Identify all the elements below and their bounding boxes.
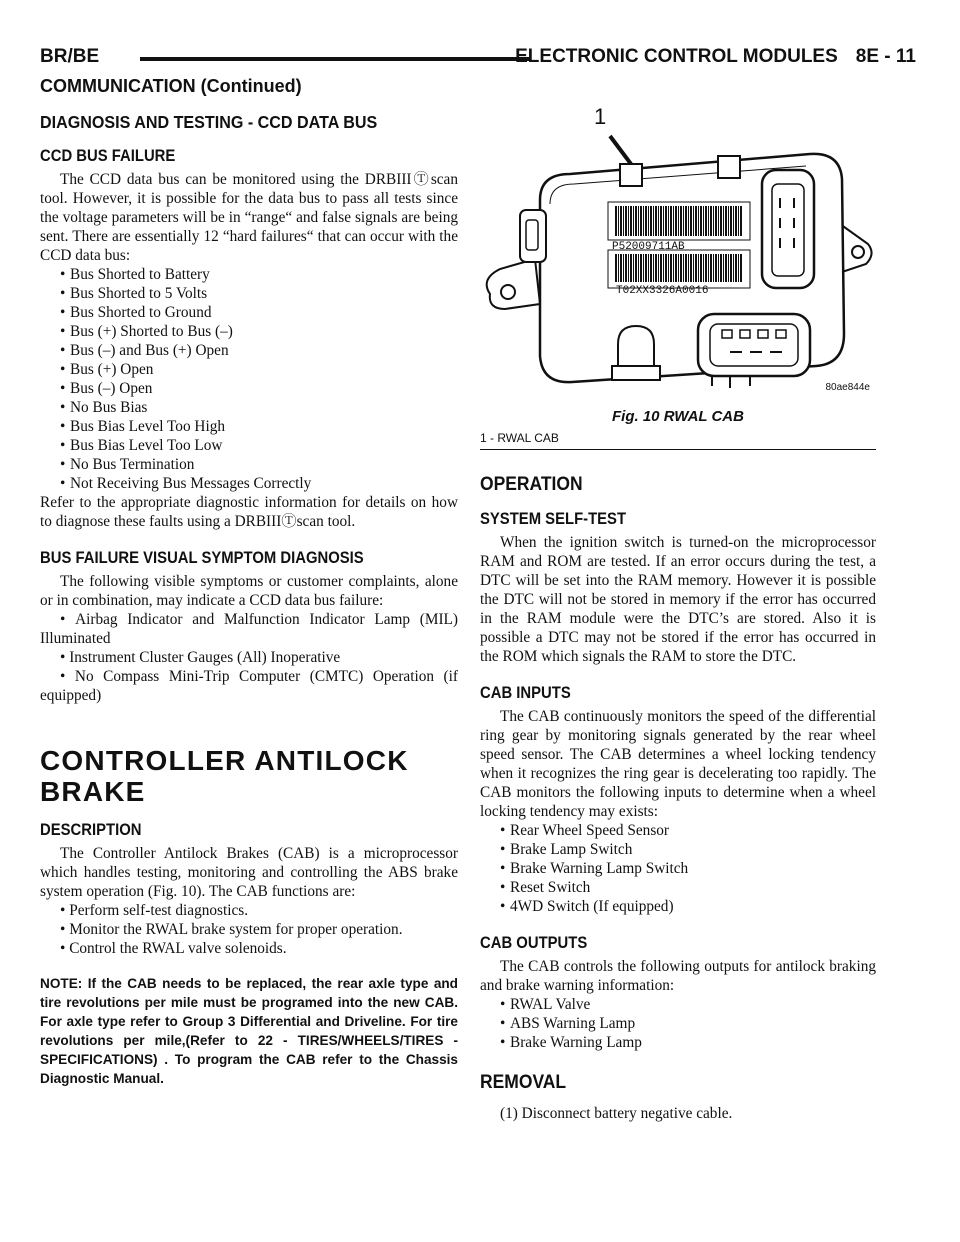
figure-code: 80ae844e xyxy=(825,382,870,393)
list-item: • Control the RWAL valve solenoids. xyxy=(60,940,287,957)
visual-symptom-heading: BUS FAILURE VISUAL SYMPTOM DIAGNOSIS xyxy=(40,549,364,567)
list-item: • Bus (+) Shorted to Bus (–) xyxy=(60,323,233,340)
rwal-cab-figure xyxy=(480,104,876,404)
cab-outputs-paragraph: The CAB controls the following outputs for antilock braking and brake warning information: xyxy=(480,958,876,994)
rwal-cab-illustration xyxy=(480,104,876,404)
failure-list xyxy=(40,265,458,493)
input-list xyxy=(480,821,876,916)
output-list xyxy=(480,995,876,1052)
list-item: • Airbag Indicator and Malfunction Indicator Lamp (MIL) Illuminated xyxy=(40,611,458,647)
list-item: • No Bus Termination xyxy=(60,456,195,473)
self-test-heading: SYSTEM SELF-TEST xyxy=(480,510,627,528)
header-model: BR/BE xyxy=(40,46,100,67)
barcode-label-1: P52009711AB xyxy=(612,241,685,253)
continued-heading: COMMUNICATION (Continued) xyxy=(40,76,302,96)
list-item: • Monitor the RWAL brake system for proper operation. xyxy=(60,921,403,938)
header-rule xyxy=(140,57,530,61)
self-test-paragraph: When the ignition switch is turned-on the microprocessor RAM and ROM are tested. If an error occurs during the test, a DTC will be set into the RAM memory. However it is possible the DTC will not be stored in memory if the error has occurred in the RAM module were the DTC’s are stored. Also it is possible a DTC may not be stored if the error has occurred in the ROM which signals the RAM to store the DTC. xyxy=(480,534,876,665)
list-item: • Reset Switch xyxy=(500,879,591,896)
list-item: • Rear Wheel Speed Sensor xyxy=(500,822,670,839)
list-item: • Bus (–) and Bus (+) Open xyxy=(60,342,229,359)
header-section xyxy=(515,46,916,68)
list-item: • 4WD Switch (If equipped) xyxy=(500,898,674,915)
refer-paragraph: Refer to the appropriate diagnostic information for details on how to diagnose these faults using a DRBIIIⓉscan tool. xyxy=(40,494,458,530)
ccd-failure-heading: CCD BUS FAILURE xyxy=(40,147,176,165)
visual-symptom-paragraph: The following visible symptoms or customer complaints, alone or in combination, may indicate a CCD data bus failure: xyxy=(40,573,458,609)
list-item: • Bus (+) Open xyxy=(60,361,154,378)
cab-inputs-paragraph: The CAB continuously monitors the speed of the differential ring gear by monitoring signals generated by the rear wheel speed sensor. The CAB determines a wheel locking tendency when it recognizes the ring gear is decelerating too rapidly. The CAB monitors the following inputs to determine when a wheel locking tendency may exists: xyxy=(480,708,876,820)
list-item: • Instrument Cluster Gauges (All) Inoperative xyxy=(60,649,341,666)
list-item: • Bus Shorted to Battery xyxy=(60,266,210,283)
left-column xyxy=(40,112,458,1088)
list-item: • Not Receiving Bus Messages Correctly xyxy=(60,475,312,492)
figure-title: Fig. 10 RWAL CAB xyxy=(612,408,744,425)
list-item: • Bus Shorted to 5 Volts xyxy=(60,285,208,302)
operation-heading: OPERATION xyxy=(480,474,583,495)
cab-outputs-heading: CAB OUTPUTS xyxy=(480,934,588,952)
list-item: • No Compass Mini-Trip Computer (CMTC) Operation (if equipped) xyxy=(40,668,458,704)
header-section-title: ELECTRONIC CONTROL MODULES xyxy=(515,46,838,67)
list-item: • Bus Shorted to Ground xyxy=(60,304,212,321)
header-page-number: 8E - 11 xyxy=(855,46,916,67)
list-item: • Brake Warning Lamp xyxy=(500,1034,642,1051)
right-column xyxy=(480,104,876,1123)
list-item: • Bus Bias Level Too High xyxy=(60,418,226,435)
diagnosis-heading: DIAGNOSIS AND TESTING - CCD DATA BUS xyxy=(40,112,378,132)
removal-step-1: (1) Disconnect battery negative cable. xyxy=(500,1105,733,1122)
list-item: • Perform self-test diagnostics. xyxy=(60,902,249,919)
list-item: • Brake Lamp Switch xyxy=(500,841,633,858)
list-item: • Brake Warning Lamp Switch xyxy=(500,860,689,877)
page-header xyxy=(40,46,916,74)
cab-inputs-heading: CAB INPUTS xyxy=(480,684,571,702)
description-heading: DESCRIPTION xyxy=(40,821,142,839)
list-item: • RWAL Valve xyxy=(500,996,591,1013)
list-item: • Bus (–) Open xyxy=(60,380,153,397)
list-item: • No Bus Bias xyxy=(60,399,148,416)
controller-heading: CONTROLLER ANTILOCK BRAKE xyxy=(40,745,409,807)
barcode-label-2: T02XX3326A0016 xyxy=(616,285,709,297)
replacement-note: NOTE: If the CAB needs to be replaced, the rear axle type and tire revolutions per mile must be programed into the new CAB. For axle type refer to Group 3 Differential and Driveline. For tire revolutions per mile,(Refer to 22 - TIRES/WHEELS/TIRES - SPECIFICATIONS) . To program the CAB refer to the Chassis Diagnostic Manual. xyxy=(40,976,458,1086)
description-paragraph: The Controller Antilock Brakes (CAB) is a microprocessor which handles testing, monitoring and controlling the ABS brake system operation (Fig. 10). The CAB functions are: xyxy=(40,845,458,900)
figure-legend: 1 - RWAL CAB xyxy=(480,431,876,450)
list-item: • Bus Bias Level Too Low xyxy=(60,437,223,454)
list-item: • ABS Warning Lamp xyxy=(500,1015,636,1032)
removal-heading: REMOVAL xyxy=(480,1072,567,1093)
ccd-failure-paragraph: The CCD data bus can be monitored using the DRBIIIⓉscan tool. However, it is possible for the data bus to pass all tests since the voltage parameters will be in “range“ and false signals are being sent. There are essentially 12 “hard failures“ that can occur with the CCD data bus: xyxy=(40,171,458,264)
figure-callout-number: 1 xyxy=(594,104,607,129)
